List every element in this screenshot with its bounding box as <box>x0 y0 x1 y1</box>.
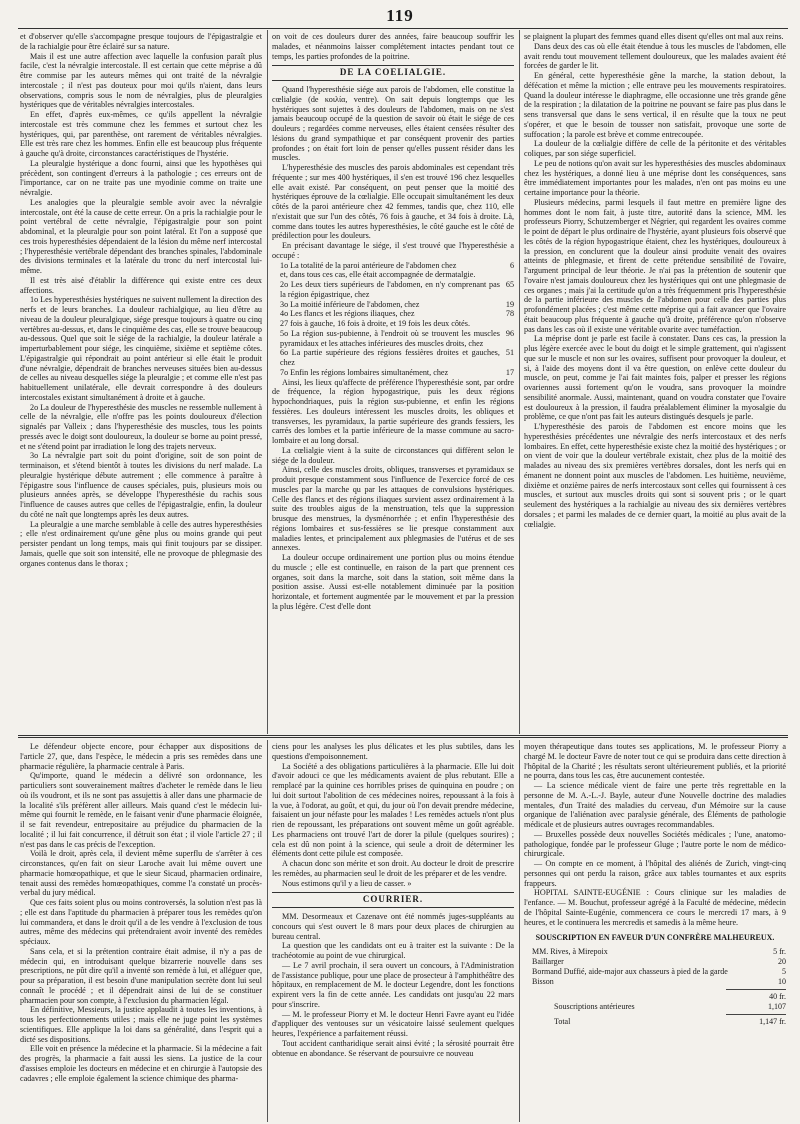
subtotal-row <box>524 992 786 1002</box>
donation-row <box>524 957 786 967</box>
list-item <box>272 319 514 329</box>
list-item-value: 78 <box>505 309 514 319</box>
donation-amount: 5 fr. <box>773 947 786 956</box>
paragraph: La cœlialgie vient à la suite de circonstances qui diffèrent selon le siége de la douleur. <box>272 445 514 465</box>
total-row <box>524 1017 786 1027</box>
list-item-value <box>508 319 514 329</box>
paragraph: on voit de ces douleurs durer des années, faire beaucoup souffrir les malades, et néanmoins laisser complétement intactes pendant tout ce temps, les parties profondes de la poitrine. <box>272 32 514 61</box>
donor-name: MM. Rives, à Mirepoix <box>532 947 608 956</box>
list-item-text: 6o La partie supérieure des régions fessières droites et gauches, chez <box>280 348 500 367</box>
bottom-column-2 <box>272 742 514 1120</box>
paragraph: moyen thérapeutique dans toutes ses applications, M. le professeur Piorry a chargé M. le docteur Favre de noter tout ce qui se produira dans cette direction à l'hôpital de la Charité ; les résultats seront ultérieurement publiés, et la priorité ne pourra, dans tous les cas, être aucunement contestée. <box>524 742 786 781</box>
paragraph: La douleur de la cœlialgie diffère de celle de la péritonite et des véritables coliques, par son siége superficiel. <box>524 139 786 158</box>
list-item-text: 5o La région sus-pubienne, à l'endroit où se trouvent les muscles pyramidaux et les attaches inférieures des muscles droits, chez <box>280 328 500 348</box>
column-divider <box>519 740 520 1122</box>
donation-row <box>524 977 786 987</box>
list-item <box>272 261 514 271</box>
anterior-row <box>524 1002 786 1012</box>
paragraph: — Le 7 avril prochain, il sera ouvert un concours, à l'Administration de l'assistance publique, pour une place de prosecteur à l'amphithéâtre des hôpitaux, en remplacement de M. le docteur Legendre, dont les fonctions expirent vers la fin de cette année. Les candidats ont jusqu'au 22 mars pour s'inscrire. <box>272 960 514 1009</box>
paragraph: La méprise dont je parle est facile à constater. Dans ces cas, la pression la plus légère exercée avec le bout du doigt et le simple grattement, qui n'agissent que sur le muscle et non sur les ovaires, suffisent pour provoquer la douleur, et si, à l'aide des moyens dont il va être question, on enlève cette douleur du muscle, on peut, comme je l'ai fait maintes fois, palper et presser les régions ovariennes aussi fortement qu'on le voudra, sans provoquer la moindre sensibilité anormale. Aussi, maintenant, quand on voudra constater que l'ovaire est douloureux à la pression, il faudra préalablement éliminer la myosalgie du problème, ce que n'ont pas fait les auteurs distingués desquels je parle. <box>524 334 786 422</box>
anterior-amount: 1,107 <box>768 1002 786 1011</box>
paragraph: Ainsi, celle des muscles droits, obliques, transverses et pyramidaux se produit presque constamment sous l'influence de l'exercice forcé de ces muscles par la marche qu par les attaques de convulsions hystériques. Celle des flancs et des régions iliaques survient assez ordinairement à la suite des troubles aigus de la menstruation, tels que la suppression brusque des menstrues, la dysménorrhée ; et enfin l'hyperesthésie des régions lombaires et sus-fessières se lie presque constamment aux maladies lentes, et principalement aux phlegmasies de l'utérus et de ses annexes. <box>272 465 514 553</box>
list-item <box>272 368 514 378</box>
total-label: Total <box>554 1017 571 1026</box>
donation-amount: 20 <box>778 957 786 966</box>
list-item-value <box>508 270 514 280</box>
list-item-text: 3o La moitié inférieure de l'abdomen, chez <box>280 299 420 309</box>
list-item-text: 27 fois à gauche, 16 fois à droite, et 19 fois les deux côtés. <box>280 319 470 328</box>
section-heading: DE LA COELIALGIE. <box>272 65 514 81</box>
paragraph: 1o Les hyperesthésies hystériques ne suivent nullement la direction des nerfs et de leurs branches. La douleur rachialgique, au lieu d'être au niveau de la douleur pleuralgique, siége presque toujours à quatre ou cinq vertèbres au-dessus, et, dans le cinquième des cas, elle se trouve beaucoup au-dessous. Quel que soit le siége de la rachialgie, la douleur latérale a imperturbablement pour siége, les cinquième, sixième et septième côtes. L'épigastralgie qui répondrait au point antérieur si elle était le produit d'une névralgie, dépendrait de branches nerveuses situées bien au-dessus de celles au niveau desquelles siége la pleuralgie ; et comme elle n'est pas habituellement unilatérale, elle devrait correspondre à des douleurs intercostales existant simultanément à droite et à gauche. <box>20 295 262 402</box>
donation-row <box>524 947 786 957</box>
paragraph: En effet, d'après eux-mêmes, ce qu'ils appellent la névralgie intercostale est très commune chez les femmes et surtout chez les hystériques, qui, par parenthèse, ont rarement de véritables névralgies. Elle est très rare chez les hommes. Enfin elle est beaucoup plus fréquente à gauche qu'à droite, circonstances caractéristiques de l'hystérie. <box>20 110 262 158</box>
donor-name: Baillarger <box>532 957 564 966</box>
paragraph: Voilà le droit, après cela, il devient même superflu de s'arrêter à ces circonstances, qu'en fait on sieur Laroche avait lui même ouvert une pharmacie homœopathique, et que le sieur Sicaud, pharmacien ordinaire, tenait aussi des remèdes homœopathiques, comme l'a constaté un procès-verbal du jury médical. <box>20 849 262 898</box>
column-2 <box>272 32 514 732</box>
donor-name: Bormand Duffié, aide-major aux chasseurs à pied de la garde <box>532 967 728 976</box>
header-rule <box>18 28 788 29</box>
paragraph: La question que les candidats ont eu à traiter est la suivante : De la trachéotomie au point de vue chirurgical. <box>272 941 514 960</box>
paragraph: Plusieurs médecins, parmi lesquels il faut mettre en première ligne des hommes dont le nom fait, à juste titre, autorité dans la science, MM. les professeurs Piorry, Schutzemberger et Négrier, qui regardent les ovaires comme le point de départ le plus ordinaire de l'hystérie, ayant plusieurs fois observé que les côtés de la région hypogastrique étaient, chez les hystériques, douloureux à la pression, en conclurent que la douleur ainsi produite venait des ovaires atteints de phlegmasie, et firent de cette prétendue sensibilité de l'ovaire, l'argument principal de leur théorie. Je n'ai pas la prétention de soutenir que l'ovaire n'est jamais douloureux chez les hystériques qui ont une phlegmasie de ces organes ; mais j'ai la certitude qu'on a très fréquemment pris l'hyperesthésie de la partie inférieure des muscles de l'abdomen pour celle des parties plus profondément placées ; c'est même cette méprise qui a fait avancer que l'ovaire était beaucoup plus fréquente à gauche qu'à droite, préférence qu'on n'observe pas dans les cas où il existe une véritable ovarite avec tuméfaction. <box>524 197 786 334</box>
paragraph: Elle voit en présence la médecine et la pharmacie. Si la médecine a fait des progrès, la pharmacie a fait aussi les siens. La justice de la cour d'assises emploie les docteurs en médecine et en chirurgie à l'autopsie des cadavres ; elle emploie également la science chimique des pharma- <box>20 1044 262 1083</box>
paragraph: — On compte en ce moment, à l'hôpital des aliénés de Zurich, vingt-cinq personnes qui ont perdu la raison, grâce aux tables tournantes et aux esprits frappeurs. <box>524 859 786 888</box>
donation-amount: 5 <box>782 967 786 976</box>
paragraph: ciens pour les analyses les plus délicates et les plus subtiles, dans les questions d'empoisonnement. <box>272 742 514 761</box>
paragraph: En général, cette hyperesthésie gêne la marche, la station debout, la défécation et même la miction ; elle entrave peu les mouvements respiratoires. Quand la douleur intéresse le diaphragme, elle occasionne une très grande gêne de la respiration ; la dilatation de la poitrine ne pouvant se faire pas plus dans le sens transversal que dans le sens vertical, il en résulte que la toux ne peut s'opérer, et que le besoin de tousser non satisfait, provoque une sorte de suffocation ; la parole est brève et comme entrecoupée. <box>524 71 786 139</box>
paragraph: 2o La douleur de l'hyperesthésie des muscles ne ressemble nullement à celle de la névralgie, elle n'offre pas les points douloureux d'élection signalés par Valleix ; dans l'hyperesthésie des muscles, tous les points pressés avec le doigt sont douloureux, la douleur se borne au point pressé, et ne s'étend point par irradiation le long des trajets nerveux. <box>20 402 262 451</box>
paragraph: Les analogies que la pleuralgie semble avoir avec la névralgie intercostale, ont été la cause de cette erreur. On a pris la rachialgie pour le point vertébral de cette névralgie, l'épigastralgie pour son point abdominal, et la pleuralgie pour son point latéral. Et l'on a supposé que ces trois hyperesthésies dépendaient de la lésion du même nerf intercostal ; l'hyperesthésie vertébrale dépendant des branches spinales, l'abdominale des divisions terminales et la latérale du tronc du nerf intercostal lui-même. <box>20 197 262 275</box>
list-item <box>272 348 514 368</box>
courrier-heading: COURRIER. <box>272 892 514 908</box>
paragraph: — Bruxelles possède deux nouvelles Sociétés médicales ; l'une, anatomo-pathologique, fondée par le professeur Gluge ; l'autre porte le nom de médico-chirurgicale. <box>524 829 786 859</box>
column-divider <box>519 30 520 734</box>
list-item-text: et, dans tous ces cas, elle était accompagnée de dermatalgie. <box>280 270 476 280</box>
paragraph: Dans deux des cas où elle était étendue à tous les muscles de l'abdomen, elle avait rendu tout mouvement tellement douloureux, que les malades avaient été forcées de garder le lit. <box>524 41 786 71</box>
paragraph: La pleuralgie hystérique a donc fourni, ainsi que les hypothèses qui précèdent, son contingent d'erreurs à la pathologie ; ces erreurs ont de l'importance, car on ne traite pas une myodinie comme on traite une névralgie. <box>20 158 262 197</box>
paragraph: Quand l'hyperesthésie siége aux parois de l'abdomen, elle constitue la cœlialgie (de κοιλία, ventre). On sait depuis longtemps que les hystériques sont sujettes à des douleurs de l'abdomen, mais on ne s'est jamais beaucoup occupé de la question de savoir où était le siége de ces douleurs ; regardées comme nerveuses, elles étaient censées résulter des lésions du grand sympathique et par conséquent provenir des parties profondes ; on était fort loin de penser qu'elles pussent résider dans les muscles. <box>272 85 514 163</box>
section-divider <box>18 735 788 738</box>
list-item <box>272 280 514 300</box>
paragraph: Le peu de notions qu'on avait sur les hyperesthésies des muscles abdominaux chez les hystériques, a donné lieu à une méprise dont les conséquences, sans être immédiatement importantes pour les malades, n'en ont pas moins eu une certaine importance pour la théorie. <box>524 158 786 197</box>
list-item-value: 19 <box>505 299 514 309</box>
total-amount: 1,147 fr. <box>759 1017 786 1026</box>
paragraph: — La science médicale vient de faire une perte très regrettable en la personne de M. A.-L.-J. Bayle, auteur d'une Nouvelle doctrine des maladies mentales, d'un Traité des maladies du cerveau, d'un Mémoire sur la cause organique de l'aliénation avec paralysie générale, des Éléments de pathologie médicale et de plusieurs autres ouvrages recommandables. <box>524 781 786 829</box>
list-item <box>272 300 514 310</box>
column-1 <box>20 32 262 732</box>
paragraph: Que ces faits soient plus ou moins controversés, la solution n'est pas là ; elle est dans l'aptitude du pharmacien à préparer tous les remèdes qu'on lui commandera, et dans le droit qu'il a de les vendre à l'exclusion de tous autres, même des médecins qui prétendraient avoir inventé des remèdes spéciaux. <box>20 898 262 946</box>
paragraph: et d'observer qu'elle s'accompagne presque toujours de l'épigastralgie et de la rachialgie pour être éclairé sur sa nature. <box>20 32 262 51</box>
paragraph: La pleuralgie a une marche semblable à celle des autres hyperesthésies ; elle n'est ordinairement qu'une gêne plus ou moins grande qui peut persister pendant un long temps, mais qui finit toujours par se dissiper. Jamais, quelle que soit son intensité, elle ne provoque de phlegmasie des organes contenus dans le thorax ; <box>20 519 262 568</box>
list-item <box>272 329 514 349</box>
list-item-text: 4o Les flancs et les régions iliaques, chez <box>280 309 415 319</box>
list-item <box>272 309 514 319</box>
paragraph: Nous estimons qu'il y a lieu de casser. » <box>282 878 412 888</box>
bottom-column-1 <box>20 742 262 1120</box>
paragraph: Qu'importe, quand le médecin a délivré son ordonnance, les particuliers sont souverainement maîtres d'acheter le remède dans le lieu où ils voudront, et ils ne sont pas assujettis à aller dans une pharmacie de la localité s'ils préfèrent aller ailleurs. Mais quand c'est le médecin lui-même qui fournit le remède, en le faisant venir d'une pharmacie éloignée, il se fait revendeur, entrepositaire au préjudice du pharmacien de la localité ; il lui fait concurrence, il détruit son état ; il viole l'article 27 ; il n'est pas dans le cas précis de l'exception. <box>20 771 262 849</box>
donor-name: Bisson <box>532 977 554 986</box>
paragraph: En précisant davantage le siége, il s'est trouvé que l'hyperesthésie a occupé : <box>272 241 514 260</box>
list-item <box>272 270 514 280</box>
paragraph: Ainsi, les lieux qu'affecte de préférence l'hyperesthésie sont, par ordre de fréquence, la région hypogastrique, puis les deux régions hypochondriaques, puis la région sus-pubienne, et enfin les régions fessières. Les douleurs intéressent les muscles droits, les obliques et transverses, les pyramidaux, la partie supérieure des grands fessiers, les carrés des lombes et la partie inférieure de la masse commune au sacro-lombaire et au long dorsal. <box>272 377 514 445</box>
paragraph: 3o La névralgie part soit du point d'origine, soit de son point de terminaison, et s'étend bientôt à toutes les divisions du nerf malade. La pleuralgie hystérique débute autrement ; elle commence à paraître à l'épigastre sous l'influence de causes spéciales, puis, plusieurs mois ou plusieurs années après, se développe l'hyperesthésie du rachis sous l'influence de causes autres que celles de l'épigastralgie, enfin, la douleur du côté ne naît que longtemps après les deux autres. <box>20 451 262 519</box>
list-item-value: 65 <box>505 280 514 289</box>
list-item-value: 17 <box>505 367 514 377</box>
paragraph: La douleur occupe ordinairement une portion plus ou moins étendue du muscle ; elle est continuelle, en raison de la part que prennent ces organes, soit dans la marche, soit dans la station, soit même dans la position assise. Aussi est-elle notablement diminuée par la position horizontale, et fortement augmentée par le mouvement et par la pression la plus légère. C'est d'elle dont <box>272 553 514 611</box>
hopital-notice: HOPITAL SAINTE-EUGÉNIE : Cours clinique sur les maladies de l'enfance. — M. Bouchut, professeur agrégé à la Faculté de médecine, médecin de l'hôpital Sainte-Eugénie, commencera ce cours le mercredi 17 mars, à 9 heures, et le continuera les mercredis et samedis à la même heure. <box>524 888 786 927</box>
column-3 <box>524 32 786 732</box>
page-number: 119 <box>386 6 414 25</box>
paragraph: A chacun donc son mérite et son droit. Au docteur le droit de prescrire les remèdes, au pharmacien seul le droit de les préparer et de les vendre. <box>272 859 514 878</box>
paragraph: MM. Desormeaux et Cazenave ont été nommés juges-suppléants au concours qui s'est ouvert le 8 mars pour deux places de chirurgien au bureau central. <box>272 912 514 941</box>
list-item-value: 51 <box>505 348 514 358</box>
list-item-text: 2o Les deux tiers supérieurs de l'abdomen, en n'y comprenant pas la région épigastrique, chez <box>280 280 500 299</box>
paragraph: Sans cela, et si la prétention contraire était admise, il n'y a pas de médecin qui, en introduisant quelque bizarrerie nouvelle dans ses prescriptions, ne pût dire qu'il a inventé son remède à lui, et alléguer que, pour sa préparation, il est besoin d'une manipulation secrète dont lui seul connaît le procédé ; et il dépendrait ainsi de lui de se constituer pharmacien pour son compte, à l'exclusion du pharmacien légal. <box>20 946 262 1005</box>
paragraph: Mais il est une autre affection avec laquelle la confusion paraît plus facile, c'est la névralgie intercostale. Il est certain que cette méprise a dû être commise par les auteurs mêmes qui ont traité de la névralgie intercostale ; il n'est pas douteux pour moi qu'ils n'aient, dans leurs observations, compris sous le nom de névralgies, plus de pleuralgies hystériques que de véritables névralgies intercostales. <box>20 51 262 110</box>
list-item-value: 6 <box>509 260 514 270</box>
bottom-column-3 <box>524 742 786 1120</box>
subtotal-amount: 40 fr. <box>769 992 786 1001</box>
list-item-text: 1o La totalité de la paroi antérieure de l'abdomen chez <box>280 260 457 270</box>
donation-row <box>524 967 786 977</box>
sum-rule <box>726 989 786 990</box>
donation-amount: 10 <box>778 977 786 986</box>
list-item-value: 96 <box>505 328 514 338</box>
list-item-text: 7o Enfin les régions lombaires simultanément, chez <box>280 367 449 377</box>
paragraph: La Société a des obligations particulières à la pharmacie. Elle lui doit d'avoir adouci ce que les médicaments avaient de plus rebutant. Elle a remplacé par la quinine ces horribles prises de quinquina en poudre ; on lui doit surtout l'abolition de ces médecines noires, repoussant à la fois à la vue, à l'odorat, au goût, et qui, du jour où l'on devait prendre médecine, faisaient un jour néfaste pour les malades ! Les remèdes actuels n'ont plus rien de repoussant, les préparations ont souvent même un goût agréable. Les pharmaciens ont trouvé l'art de dorer la pilule (quelques sourires) ; cela est dû non point à la science, qui seule a droit de déterminer les éléments dont cette pilule est composée. <box>272 761 514 859</box>
paragraph: — M. le professeur Piorry et M. le docteur Henri Favre ayant eu l'idée d'appliquer des ventouses sur un vésicatoire laissé seulement quelques heures, l'expérience a parfaitement réussi. <box>272 1009 514 1038</box>
column-divider <box>267 740 268 1122</box>
souscription-title: SOUSCRIPTION EN FAVEUR D'UN CONFRÈRE MALHEUREUX. <box>535 933 775 943</box>
sum-rule <box>726 1014 786 1015</box>
paragraph: L'hyperesthésie des muscles des parois abdominales est cependant très fréquente ; sur mes 400 hystériques, il s'en est trouvé 196 chez lesquelles elle avait existé. Par conséquent, on peut penser que la moitié des hystériques éprouve de la cœlialgie. Elle occupait simultanément les deux côtés de la paroi antérieure chez 42 femmes, tandis que, chez 110, elle n'existait que sur l'un des côtés, 76 fois à gauche, et 34 fois à droite. Là, comme dans toutes les autres hyperesthésies, le côté gauche est le côté de prédilection pour les douleurs. <box>272 163 514 241</box>
paragraph: se plaignent la plupart des femmes quand elles disent qu'elles ont mal aux reins. <box>524 32 784 41</box>
column-divider <box>267 30 268 734</box>
paragraph: Il est très aisé d'établir la différence qui existe entre ces deux affections. <box>20 275 262 295</box>
anterior-label: Souscriptions antérieures <box>554 1002 635 1011</box>
paragraph: En définitive, Messieurs, la justice applaudit à toutes les inventions, à tous les perfectionnements utiles ; mais elle ne juge point les systèmes scientifiques. Elle applique la loi dans sa généralité, dans l'esprit qui a dicté ses dispositions. <box>20 1005 262 1044</box>
paragraph: Le défendeur objecte encore, pour échapper aux dispositions de l'article 27, que, dans l'espèce, le médecin a pris ses remèdes dans une pharmacie régulière, la pharmacie centrale à Paris. <box>20 742 262 771</box>
paragraph: L'hyperesthésie des parois de l'abdomen est encore moins que les hyperesthésies précédentes une névralgie des nerfs intercostaux et des nerfs lombaires. En effet, cette hyperesthésie existe chez la moitié des hystériques ; or on vient de voir que la douleur vertébrale existait, chez plus de la moitié des malades au niveau des six premières vertèbres dorsales, dont les nerfs qui en émanent ne donnent point aux muscles de l'abdomen. Les huitième, neuvième, dixième et onzième paires de nerfs intercostaux sont celles qui fournissent à ces muscles, et surtout aux muscles droits qui sont si souvent pris ; or le quart seulement des hystériques a la rachialgie au niveau des six dernières vertèbres dorsales ; et parmi les malades de ce dernier quart, la moitié au plus avait de la cœlialgie. <box>524 422 786 529</box>
paragraph: Tout accident cantharidique serait ainsi évité ; la sérosité pourrait être obtenue en abondance. Se réservant de poursuivre ce nouveau <box>272 1038 514 1058</box>
